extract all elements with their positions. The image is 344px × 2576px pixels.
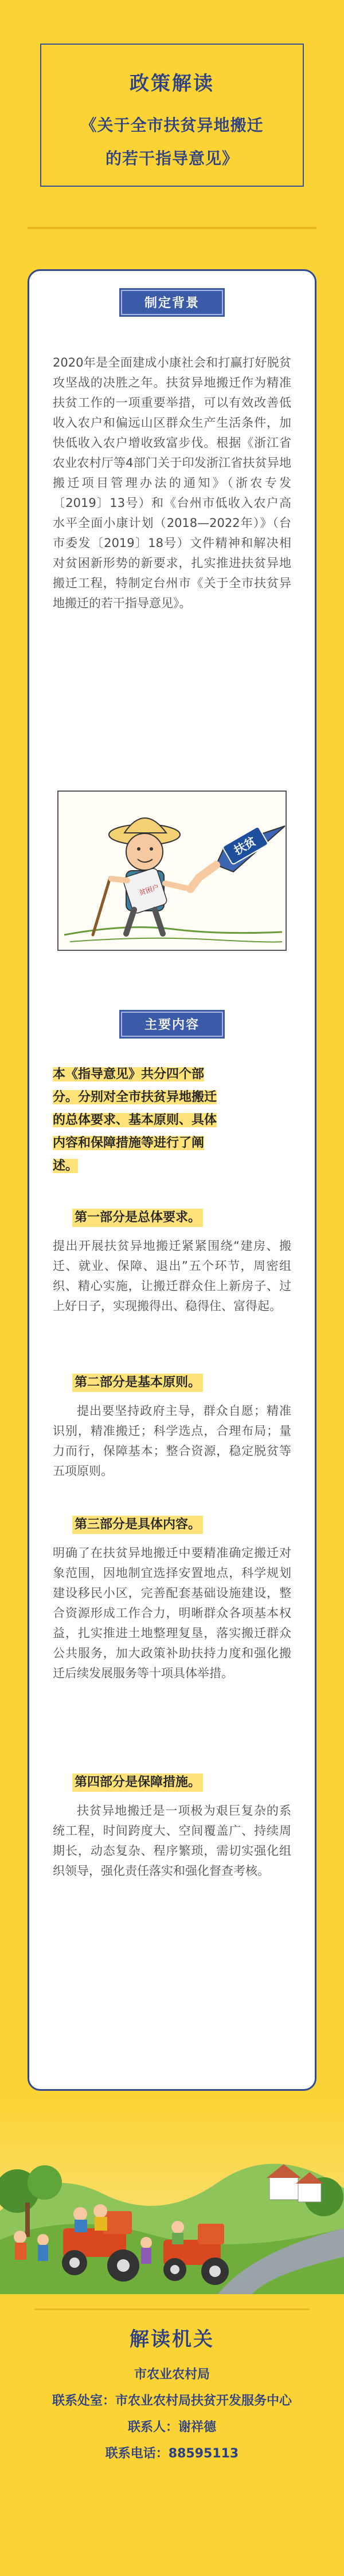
intro-line-5: 述。 — [53, 1159, 79, 1173]
part-4-title: 第四部分是保障措施。 — [72, 1773, 203, 1792]
page-title: 政策解读 — [130, 72, 214, 95]
part-3-title: 第三部分是具体内容。 — [72, 1516, 203, 1534]
section-badge-background: 制定背景 — [121, 290, 223, 315]
part-4-text: 扶贫异地搬迁是一项极为艰巨复杂的系统工程，时间跨度大、空间覆盖广、持续周期长，动态复杂、程序繁琐，需切实强化组织领导，强化责任落实和强化督查考核。 — [53, 1804, 291, 1878]
illustration-poverty-relief-svg — [58, 792, 286, 950]
part-1-text: 提出开展扶贫异地搬迁紧紧围绕“建房、搬迁、就业、保障、退出”五个环节，周密组织、精心实施，让搬迁群众住上新房子、过上好日子，实现搬得出、稳得住、富得起。 — [53, 1239, 291, 1313]
intro-line-2: 分。分别对全市扶贫异地搬迁 — [53, 1090, 217, 1104]
tag-label: 扶贫 — [231, 834, 259, 858]
document-title-line1: 《关于全市扶贫异地搬迁 — [80, 116, 264, 135]
illustration-poverty-relief — [57, 791, 287, 951]
footer-phone: 联系电话：88595113 — [105, 2447, 239, 2461]
header-divider — [28, 227, 316, 229]
intro-line-4: 内容和保障措施等进行了阐 — [53, 1136, 205, 1150]
intro-line-1: 本《指导意见》共分四个部 — [53, 1067, 205, 1081]
footer-title: 解读机关 — [130, 2328, 214, 2351]
title-box — [40, 44, 304, 187]
document-title-line2: 的若干指导意见》 — [105, 149, 239, 168]
relocation-scene-svg — [0, 2097, 344, 2294]
illustration-relocation-scene — [0, 2097, 344, 2294]
footer-office: 联系处室：市农业农村局扶贫开发服务中心 — [52, 2394, 292, 2408]
part-2-text: 提出要坚持政府主导，群众自愿；精准识别，精准搬迁；科学选点，合理布局；量力而行，保障基本；整合资源，稳定脱贫等五项原则。 — [53, 1404, 291, 1478]
footer-organization: 市农业农村局 — [134, 2367, 210, 2382]
part-1-title: 第一部分是总体要求。 — [72, 1209, 203, 1227]
footer-contact-person: 联系人：谢祥德 — [127, 2420, 216, 2435]
section-badge-content: 主要内容 — [121, 1012, 223, 1037]
vest-label: 贫困户 — [138, 883, 161, 898]
part-3-text: 明确了在扶贫异地搬迁中要精准确定搬迁对象范围，因地制宜选择安置地点，科学规划建设移民小区，完善配套基础设施建设，整合资源形成工作合力，明晰群众各项基本权益，扎实推进土地整理复垦，落实搬迁群众公共服务，加大政策补助扶持力度和强化搬迁后续发展服务等十项具体举措。 — [53, 1546, 291, 1680]
content-intro — [53, 1063, 291, 1178]
background-paragraph: 2020年是全面建成小康社会和打赢打好脱贫攻坚战的决胜之年。扶贫异地搬迁作为精准扶贫工作的一项重要举措，可以有效改善低收入农户和偏远山区群众生产生活条件，加快低收入农户增收致富步伐。根据《浙江省农业农村厅等4部门关于印发浙江省扶贫异地搬迁项目管理办法的通知》（浙农专发〔2019〕13号）和《台州市低收入农户高水平全面小康计划（2018—2022年）》（台市委发〔2019〕18号）文件精神和解决相对贫困新形势的新要求，扎实推进扶贫异地搬迁工程，特制定台州市《关于全市扶贫异地搬迁的若干指导意见》。 — [53, 356, 291, 610]
part-2-title: 第二部分是基本原则。 — [72, 1374, 203, 1392]
footer-divider — [34, 2308, 310, 2310]
intro-line-3: 的总体要求、基本原则、具体 — [53, 1113, 217, 1127]
